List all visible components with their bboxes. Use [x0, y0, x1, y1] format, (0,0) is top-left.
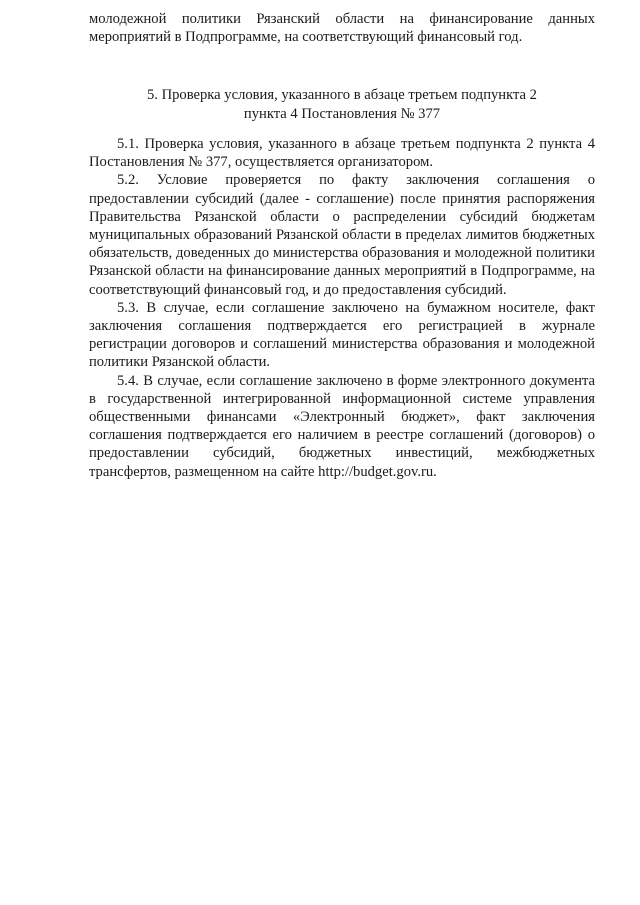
paragraph-5-4: 5.4. В случае, если соглашение заключено в форме электронного документа в государственной интегрированной информационной системе управления общественными финансами «Электронный бюджет», факт заключения соглашения подтверждается его наличием в реестре соглашений (договоров) о предоставлении субсидий, бюджетных инвестиций, межбюджетных трансфертов, размещенном на сайте http://budget.gov.ru.	[89, 372, 595, 480]
continuation-paragraph: молодежной политики Рязанский области на финансирование данных мероприятий в Подпрограмме, на соответствующий финансовый год.	[89, 11, 595, 46]
section-heading	[89, 86, 595, 123]
section-body	[89, 135, 595, 481]
section-heading-line-2: пункта 4 Постановления № 377	[243, 105, 441, 122]
section-heading-line-1: 5. Проверка условия, указанного в абзаце третьем подпункта 2	[147, 87, 537, 103]
paragraph-5-1: 5.1. Проверка условия, указанного в абзаце третьем подпункта 2 пункта 4 Постановления № 377, осуществляется организатором.	[89, 136, 595, 171]
continuation-text-block	[89, 10, 595, 46]
paragraph-5-3: 5.3. В случае, если соглашение заключено на бумажном носителе, факт заключения соглашения подтверждается его регистрацией в журнале регистрации договоров и соглашений министерства образования и молодежной политики Рязанской области.	[89, 299, 595, 371]
paragraph-5-2: 5.2. Условие проверяется по факту заключения соглашения о предоставлении субсидий (далее - соглашение) после принятия распоряжения Правительства Рязанской области о распределении субсидий бюджетам муниципальных образований Рязанской области в пределах лимитов бюджетных обязательств, доведенных до министерства образования и молодежной политики Рязанской области на финансирование данных мероприятий в Подпрограмме, на соответствующий финансовый год, и до предоставления субсидий.	[89, 172, 595, 298]
